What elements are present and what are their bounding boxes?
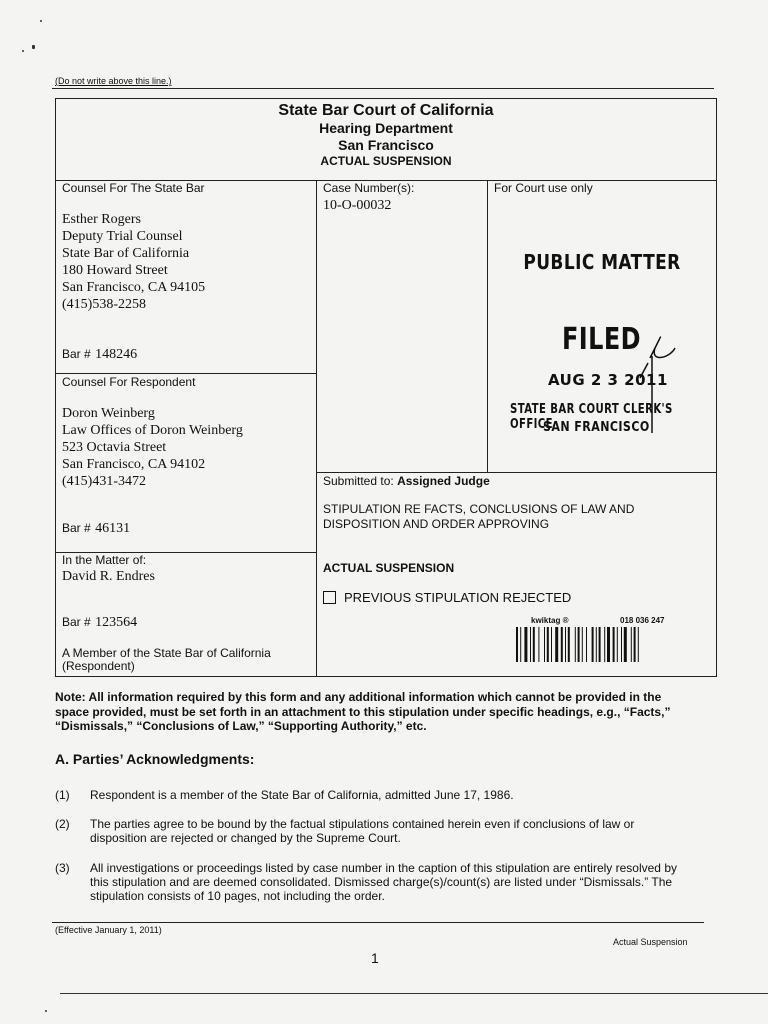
- bottom-scan-edge: [60, 993, 768, 994]
- court-title: State Bar Court of California: [278, 102, 494, 119]
- barcode-bar: [631, 627, 632, 662]
- barcode-bar: [551, 627, 552, 662]
- clerk-office-line-2: SAN FRANCISCO: [543, 420, 650, 435]
- barcode-bar: [638, 627, 639, 662]
- address-line: Deputy Trial Counsel: [62, 229, 183, 244]
- state-bar-bar-number: [62, 345, 137, 363]
- item-number: (2): [55, 817, 70, 831]
- barcode-bar: [555, 627, 558, 662]
- barcode-number: 018 036 247: [620, 616, 665, 625]
- barcode-bar: [604, 627, 605, 662]
- address-line: 523 Octavia Street: [62, 440, 167, 455]
- page-number: 1: [371, 950, 379, 966]
- submitted-label: Submitted to:: [323, 474, 394, 488]
- state-bar-counsel-address: [62, 211, 205, 313]
- barcode-bar: [621, 627, 622, 662]
- respondent-counsel-label: Counsel For Respondent: [62, 375, 196, 389]
- submitted-to: [323, 474, 490, 488]
- section-a-heading: A. Parties’ Acknowledgments:: [55, 751, 255, 767]
- stipulation-title-line: STIPULATION RE FACTS, CONCLUSIONS OF LAW AND: [323, 502, 635, 516]
- previous-rejected-label: PREVIOUS STIPULATION REJECTED: [344, 590, 572, 605]
- barcode-bar: [520, 627, 521, 662]
- acknowledgment-item: [90, 817, 715, 845]
- barcode-bar: [613, 627, 615, 662]
- barcode-bar: [592, 627, 594, 662]
- barcode-bar: [634, 627, 636, 662]
- item-line: Respondent is a member of the State Bar of California, admitted June 17, 1986.: [90, 788, 514, 802]
- barcode-image: [516, 627, 678, 662]
- item-line: this stipulation and are deemed consolidated. Dismissed charge(s)/count(s) are listed under “Dismissals.” The: [90, 875, 673, 889]
- scan-speck: [22, 50, 24, 52]
- address-line: Law Offices of Doron Weinberg: [62, 423, 243, 438]
- filed-date: AUG 2 3 2011: [548, 371, 668, 389]
- stipulation-title: [323, 502, 634, 532]
- bar-label: Bar #: [62, 615, 91, 629]
- address-line: 180 Howard Street: [62, 263, 168, 278]
- barcode-bar: [516, 627, 518, 662]
- bar-number-value: 148246: [95, 347, 138, 362]
- member-line: A Member of the State Bar of California: [62, 646, 271, 660]
- respondent-name: David R. Endres: [62, 569, 155, 584]
- counsel-rule: [55, 373, 316, 374]
- member-line: (Respondent): [62, 659, 135, 673]
- item-line: disposition are rejected or changed by the Supreme Court.: [90, 831, 401, 845]
- note-line: Note: All information required by this form and any additional information which cannot be provided in the: [55, 690, 662, 704]
- previous-rejected-checkbox[interactable]: [323, 591, 336, 604]
- court-use-label: For Court use only: [494, 181, 593, 195]
- member-statement: [62, 647, 271, 673]
- bar-label: Bar #: [62, 521, 91, 535]
- barcode-bar: [617, 627, 618, 662]
- barcode-bar: [547, 627, 549, 662]
- left-column-divider: [316, 180, 317, 676]
- acknowledgment-item: [90, 788, 715, 802]
- previous-stipulation-rejected: [323, 590, 571, 605]
- submitted-value: Assigned Judge: [397, 474, 490, 488]
- barcode-bar: [524, 627, 527, 662]
- bar-number-value: 123564: [95, 615, 138, 630]
- stipulation-title-line: DISPOSITION AND ORDER APPROVING: [323, 517, 550, 531]
- item-line: stipulation consists of 10 pages, not including the order.: [90, 889, 385, 903]
- barcode-brand-text: kwiktag: [531, 616, 561, 625]
- scan-speck: [32, 45, 35, 49]
- barcode-bar: [599, 627, 601, 662]
- effective-date: (Effective January 1, 2011): [55, 925, 162, 935]
- barcode-bar: [607, 627, 610, 662]
- form-type: ACTUAL SUSPENSION: [320, 154, 452, 168]
- address-line: San Francisco, CA 94105: [62, 280, 206, 295]
- bar-number-value: 46131: [95, 521, 131, 536]
- form-name: Actual Suspension: [613, 937, 688, 947]
- barcode-bar: [586, 627, 587, 662]
- barcode-bar: [530, 627, 531, 662]
- scan-speck: [45, 1010, 47, 1012]
- filed-stamp: FILED: [562, 322, 641, 357]
- address-line: San Francisco, CA 94102: [62, 457, 206, 472]
- barcode-bar: [578, 627, 580, 662]
- state-bar-counsel-label: Counsel For The State Bar: [62, 181, 205, 195]
- public-matter-stamp: PUBLIC MATTER: [523, 250, 681, 274]
- barcode-bar: [624, 627, 627, 662]
- barcode-bar: [575, 627, 576, 662]
- submission-rule: [316, 472, 717, 473]
- clerk-office-line-1: STATE BAR COURT CLERK'S OFFICE: [510, 402, 673, 432]
- box-bottom-border: [55, 676, 717, 677]
- footer-rule: [52, 922, 704, 923]
- barcode-bar: [538, 627, 539, 662]
- barcode-bar: [565, 627, 566, 662]
- top-rule: [52, 88, 714, 89]
- barcode-bar: [544, 627, 545, 662]
- address-line: (415)431-3472: [62, 474, 146, 489]
- address-line: State Bar of California: [62, 246, 190, 261]
- address-line: Doron Weinberg: [62, 406, 155, 421]
- box-left-border: [55, 98, 56, 676]
- acknowledgment-item: [90, 861, 715, 903]
- barcode-registered-mark: ®: [562, 616, 569, 625]
- note-paragraph: [55, 690, 670, 734]
- do-not-write-note: (Do not write above this line.): [55, 76, 172, 86]
- barcode-bar: [568, 627, 570, 662]
- barcode-bar: [561, 627, 563, 662]
- right-column-divider: [487, 180, 488, 472]
- respondent-counsel-bar-number: [62, 519, 130, 537]
- item-number: (1): [55, 788, 70, 802]
- note-line: space provided, must be set forth in an attachment to this stipulation under specific headings, e.g., “Facts,”: [55, 704, 671, 719]
- department: Hearing Department: [319, 120, 453, 136]
- barcode-bar: [596, 627, 597, 662]
- form-header: [55, 101, 717, 169]
- barcode-bar: [533, 627, 535, 662]
- case-number-label: Case Number(s):: [323, 181, 415, 195]
- barcode-bar: [582, 627, 583, 662]
- box-right-border: [716, 98, 717, 676]
- scan-speck: [40, 20, 42, 22]
- case-number-value: 10-O-00032: [323, 198, 392, 213]
- note-line: “Dismissals,” “Conclusions of Law,” “Supporting Authority,” etc.: [55, 719, 427, 733]
- address-line: (415)538-2258: [62, 297, 146, 312]
- barcode-brand: [531, 616, 568, 625]
- matter-label: In the Matter of:: [62, 553, 147, 567]
- address-line: Esther Rogers: [62, 212, 141, 227]
- item-line: The parties agree to be bound by the factual stipulations contained herein even if conclusions of law or: [90, 817, 635, 831]
- bar-label: Bar #: [62, 347, 91, 361]
- item-number: (3): [55, 861, 70, 875]
- city: San Francisco: [338, 137, 434, 153]
- box-top-border: [55, 98, 717, 99]
- actual-suspension-label: ACTUAL SUSPENSION: [323, 561, 455, 575]
- item-line: All investigations or proceedings listed by case number in the caption of this stipulation are entirely resolved by: [90, 861, 677, 875]
- respondent-counsel-address: [62, 405, 243, 490]
- respondent-bar-number: [62, 613, 137, 631]
